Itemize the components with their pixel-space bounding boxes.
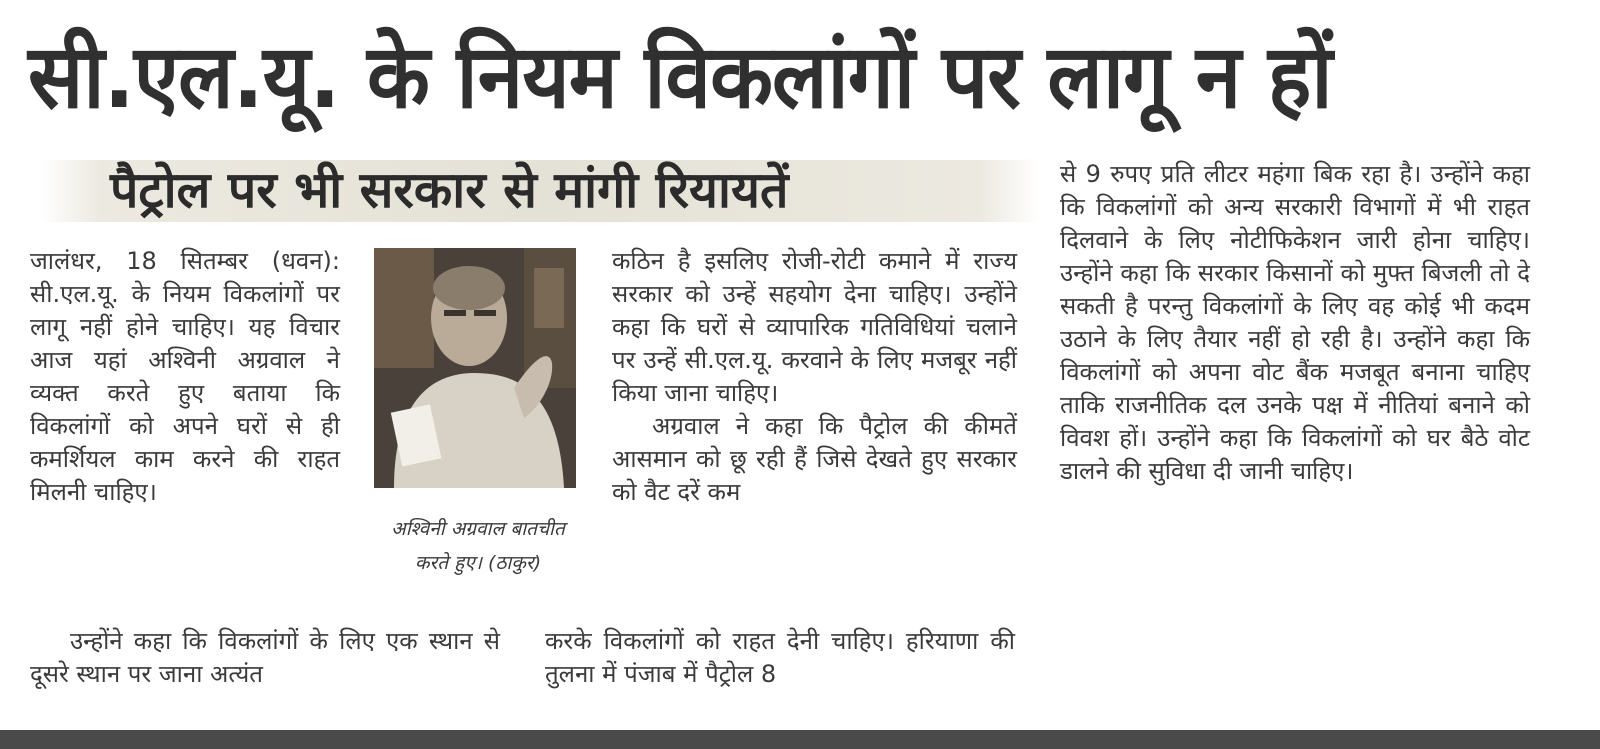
article-column-3 [1060,158,1530,488]
headline: सी.एल.यू. के नियम विकलांगों पर लागू न हों [28,25,1332,128]
article-paragraph-2: कठिन है इसलिए रोजी-रोटी कमाने में राज्य सरकार को उन्हें सहयोग देना चाहिए। उन्होंने कहा कि घरों से व्यापारिक गतिविधियां चलाने पर उन्हें सी.एल.यू. करवाने के लिए मजबूर नहीं किया जाना चाहिए। [612,247,1017,407]
news-photo [374,248,576,488]
article-paragraph-3: अग्रवाल ने कहा कि पैट्रोल की कीमतें आसमान को छू रही हैं जिसे देखते हुए सरकार को वैट दरें कम [612,412,1017,506]
article-paragraph-intro: जालंधर, 18 सितम्बर (धवन): सी.एल.यू. के नियम विकलांगों पर लागू नहीं होने चाहिए। यह विचार आज यहां अश्विनी अग्रवाल ने व्यक्त करते हुए बताया कि विकलांगों को अपने घरों से ही कमर्शियल काम करने की राहत मिलनी चाहिए। [30,247,340,506]
photo-illustration [374,248,576,488]
article-paragraph-bottom-left: उन्होंने कहा कि विकलांगों के लिए एक स्थान से दूसरे स्थान पर जाना अत्यंत [30,627,500,688]
article-column-1 [30,245,340,509]
article-paragraph-bottom-middle: करके विकलांगों को राहत देनी चाहिए। हरियाणा की तुलना में पंजाब में पैट्रोल 8 [545,627,1015,688]
article-bottom-middle [545,625,1015,691]
subheadline: पैट्रोल पर भी सरकार से मांगी रियायतें [110,161,789,219]
photo-caption: अश्विनी अग्रवाल बातचीत करते हुए। (ठाकुर) [391,518,565,574]
article-column-2 [612,245,1017,509]
article-bottom-left [30,625,500,691]
next-article-headline-fragment [0,722,1600,749]
article-paragraph-right: से 9 रुपए प्रति लीटर महंगा बिक रहा है। उन्होंने कहा कि विकलांगों को अन्य सरकारी विभागों में भी राहत दिलवाने के लिए नोटीफिकेशन जारी होना चाहिए। उन्होंने कहा कि सरकार किसानों को मुफ्त बिजली तो दे सकती है परन्तु विकलांगों के लिए वह कोई भी कदम उठाने के लिए तैयार नहीं हो रही है। उन्होंने कहा कि विकलांगों को अपना वोट बैंक मजबूत बनाना चाहिए ताकि राजनीतिक दल उनके पक्ष में नीतियां बनाने को विवश हों। उन्होंने कहा कि विकलांगों को घर बैठे वोट डालने की सुविधा दी जानी चाहिए। [1060,160,1530,485]
